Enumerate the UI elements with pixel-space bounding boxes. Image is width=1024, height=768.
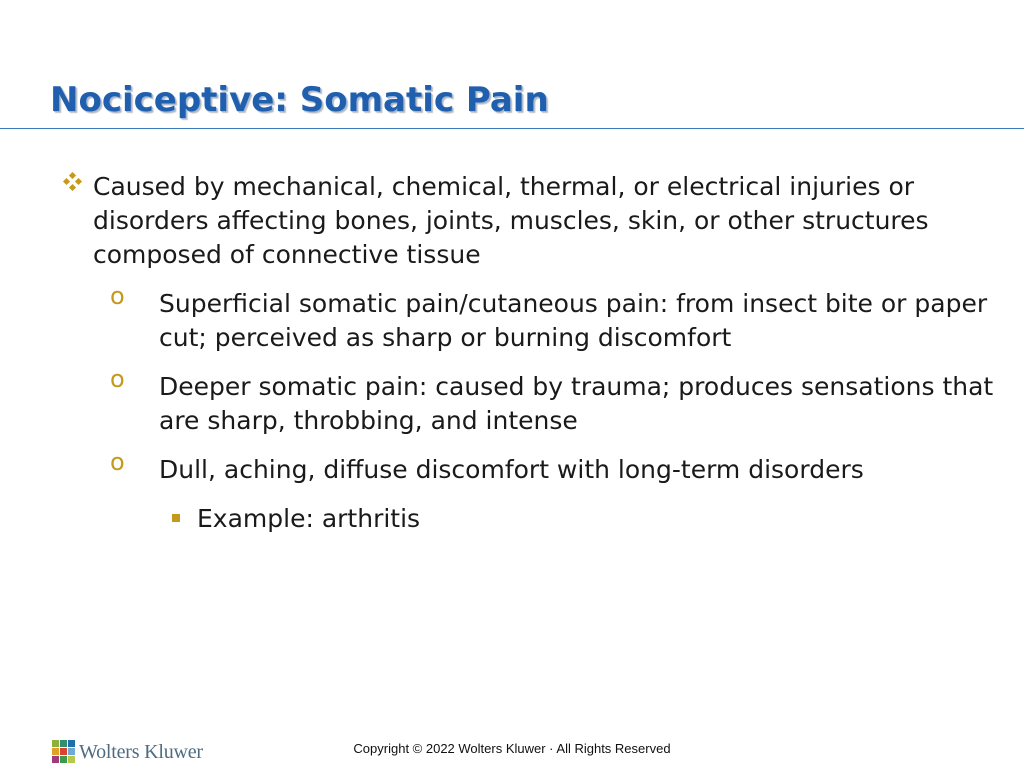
copyright-text: Copyright © 2022 Wolters Kluwer · All Rights Reserved — [353, 741, 671, 756]
sub-bullet-item — [60, 448, 995, 487]
sub-bullet-text: Dull, aching, diffuse discomfort with long-term disorders — [159, 455, 864, 484]
slide-content — [60, 170, 995, 536]
sub-sub-bullet-text: Example: arthritis — [197, 504, 421, 533]
circle-bullet-marker: o — [110, 448, 125, 476]
sub-bullet-text: Superficial somatic pain/cutaneous pain: from insect bite or paper cut; perceived as sharp or burning discomfort — [159, 289, 988, 352]
circle-bullet-marker: o — [110, 365, 125, 393]
bullet-item — [60, 170, 995, 272]
sub-sub-bullet-item — [60, 502, 995, 536]
slide-title: Nociceptive: Somatic Pain — [50, 80, 549, 120]
sub-bullet-item — [60, 365, 995, 438]
sub-bullet-text: Deeper somatic pain: caused by trauma; produces sensations that are sharp, throbbing, and intense — [159, 372, 994, 435]
square-bullet-icon — [172, 514, 180, 522]
bullet-text: Caused by mechanical, chemical, thermal, or electrical injuries or disorders affecting bones, joints, muscles, skin, or other structures composed of connective tissue — [93, 172, 929, 269]
sub-bullet-item — [60, 282, 995, 355]
circle-bullet-marker: o — [110, 282, 125, 310]
diamond-bullet-icon — [62, 170, 84, 194]
logo-text: Wolters Kluwer — [79, 740, 203, 763]
title-divider — [0, 128, 1024, 129]
